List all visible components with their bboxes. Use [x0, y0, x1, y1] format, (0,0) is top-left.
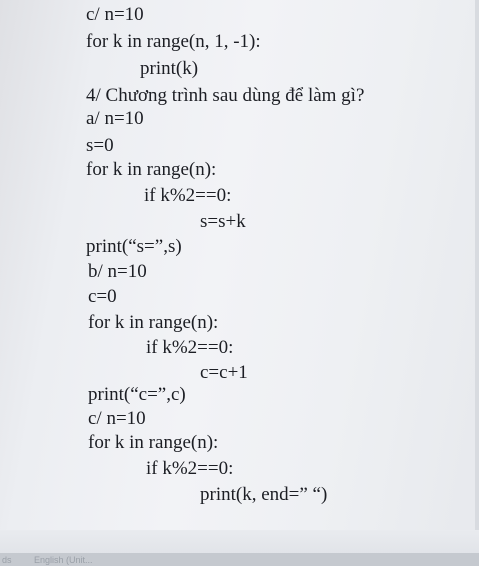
code-line: print(k, end=” “) — [200, 484, 328, 505]
code-line: print(“c=”,c) — [88, 384, 186, 405]
status-bar-left-text: ds — [2, 555, 12, 565]
code-line: s=s+k — [200, 211, 246, 232]
code-line: if k%2==0: — [146, 337, 234, 358]
code-line: for k in range(n, 1, -1): — [86, 31, 261, 52]
code-line: b/ n=10 — [88, 261, 147, 282]
paper-edge — [475, 0, 479, 530]
code-line: s=0 — [86, 135, 114, 156]
code-line: for k in range(n): — [88, 312, 219, 333]
code-line: c/ n=10 — [86, 4, 144, 25]
code-line: print(“s=”,s) — [86, 236, 182, 257]
code-line: a/ n=10 — [86, 108, 144, 129]
code-line: for k in range(n): — [86, 159, 217, 180]
code-line: print(k) — [140, 58, 199, 79]
code-line: c=0 — [88, 286, 117, 307]
question-heading: 4/ Chương trình sau dùng để làm gì? — [86, 85, 365, 106]
code-line: for k in range(n): — [88, 432, 219, 453]
code-line: c=c+1 — [200, 362, 248, 383]
code-line: if k%2==0: — [144, 185, 232, 206]
code-line: c/ n=10 — [88, 408, 146, 429]
status-bar-language[interactable]: English (Unit... — [34, 555, 93, 565]
code-line: if k%2==0: — [146, 458, 234, 479]
